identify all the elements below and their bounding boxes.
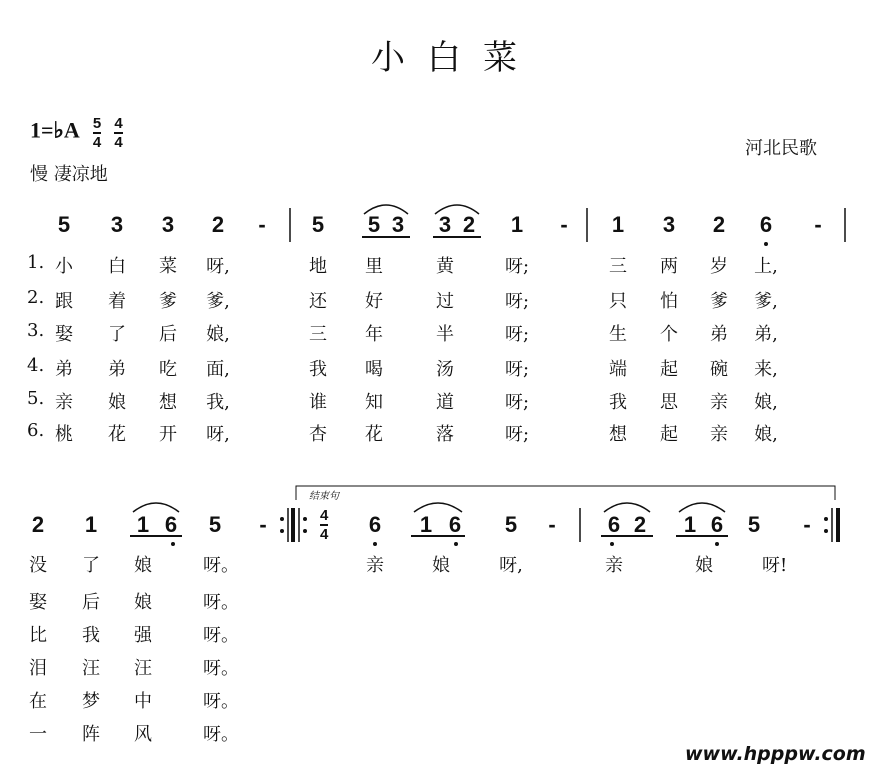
note: 5 <box>747 512 761 537</box>
lyric-syllable: 谁 <box>309 392 327 413</box>
note: 1 <box>510 212 524 237</box>
note: 6 <box>368 512 382 537</box>
note: 2 <box>31 512 45 537</box>
time-signature-5-4: $\frac{5}{4}$ <box>92 115 102 151</box>
note: 1 <box>136 512 150 537</box>
lyric-syllable: 后 <box>82 592 100 613</box>
lyric-syllable: 弟 <box>108 359 126 380</box>
lyric-syllable: 娘, <box>754 424 778 445</box>
lyric-syllable: 风 <box>134 724 152 745</box>
note: 6 <box>448 512 462 537</box>
song-title: 小白菜 <box>371 38 539 78</box>
lyric-syllable: 娘, <box>754 392 778 413</box>
lyric-syllable: 亲 <box>710 424 728 445</box>
lyric-syllable: 个 <box>660 324 678 345</box>
lyric-syllable: 呀。 <box>203 592 239 613</box>
lyric-syllable: 呀, <box>206 256 230 277</box>
lyric-syllable: 比 <box>29 625 47 646</box>
lyric-syllable: 落 <box>436 424 454 445</box>
note: 6 <box>710 512 724 537</box>
note: 1 <box>419 512 433 537</box>
note: - <box>548 512 556 537</box>
lyric-syllable: 娘 <box>134 592 152 613</box>
lyric-syllable: 娘 <box>432 555 450 576</box>
lyric-syllable: 呀。 <box>203 658 239 679</box>
lyric-syllable: 梦 <box>82 691 100 712</box>
lyric-syllable: 呀; <box>505 291 530 312</box>
note: 2 <box>712 212 726 237</box>
note: 2 <box>211 212 225 237</box>
lyric-syllable: 汪 <box>82 658 100 679</box>
lyric-syllable: 我 <box>309 359 327 380</box>
lyric-syllable: 黄 <box>436 256 454 277</box>
mid-time-signature: 4 4 <box>320 507 329 543</box>
note: - <box>803 512 811 537</box>
note: 3 <box>438 212 452 237</box>
watermark: www.hpppw.com <box>685 743 866 765</box>
note: 6 <box>607 512 621 537</box>
lyric-syllable: 思 <box>660 392 678 413</box>
lyric-syllable: 亲 <box>55 392 73 413</box>
lyric-syllable: 道 <box>436 392 454 413</box>
lyric-syllable: 跟 <box>55 291 73 312</box>
lyric-syllable: 呀; <box>505 256 530 277</box>
note: 3 <box>110 212 124 237</box>
lyric-syllable: 来, <box>754 359 778 380</box>
note: - <box>258 212 266 237</box>
lyric-syllable: 喝 <box>365 359 383 380</box>
lyric-syllable: 我 <box>82 625 100 646</box>
note: 1 <box>611 212 625 237</box>
note: 1 <box>683 512 697 537</box>
note: 5 <box>504 512 518 537</box>
lyric-syllable: 亲 <box>366 555 384 576</box>
lyric-syllable: 爹 <box>159 291 177 312</box>
note: 5 <box>208 512 222 537</box>
lyric-syllable: 阵 <box>82 724 100 745</box>
verse-number: 2. <box>27 287 45 308</box>
lyric-syllable: 弟 <box>710 324 728 345</box>
lyric-syllable: 只 <box>609 291 627 312</box>
lyric-syllable: 汤 <box>436 359 454 380</box>
lyric-syllable: 花 <box>365 424 383 445</box>
lyric-syllable: 爹 <box>710 291 728 312</box>
verse-number: 3. <box>27 320 45 341</box>
section-label: 结束句 <box>309 491 339 502</box>
lyric-syllable: 呀, <box>499 555 523 576</box>
lyric-syllable: 开 <box>159 424 177 445</box>
lyric-syllable: 我 <box>609 392 627 413</box>
note: - <box>259 512 267 537</box>
lyric-syllable: 小 <box>55 256 73 277</box>
lyric-syllable: 弟 <box>55 359 73 380</box>
lyric-syllable: 想 <box>159 392 177 413</box>
lyric-syllable: 岁 <box>710 256 728 277</box>
tempo-marking: 慢 凄凉地 <box>30 164 108 185</box>
lyric-syllable: 了 <box>82 555 100 576</box>
time-signature-4-4: $\frac{4}{4}$ <box>114 115 123 151</box>
lyric-syllable: 娘 <box>695 555 713 576</box>
lyric-syllable: 年 <box>365 324 383 345</box>
lyric-syllable: 好 <box>365 291 383 312</box>
lyric-syllable: 爹, <box>206 291 230 312</box>
lyric-syllable: 还 <box>309 291 327 312</box>
verse-number: 5. <box>27 388 45 409</box>
lyric-syllable: 半 <box>436 324 454 345</box>
lyric-syllable: 起 <box>660 424 678 445</box>
note: 3 <box>391 212 405 237</box>
lyric-syllable: 中 <box>134 691 152 712</box>
lyric-syllable: 怕 <box>660 291 678 312</box>
lyric-syllable: 碗 <box>710 359 728 380</box>
lyric-syllable: 我, <box>206 392 230 413</box>
note: - <box>814 212 822 237</box>
lyric-syllable: 娘, <box>206 324 230 345</box>
lyric-syllable: 三 <box>609 256 627 277</box>
lyric-syllable: 三 <box>309 324 327 345</box>
lyric-syllable: 娘 <box>134 555 152 576</box>
lyric-syllable: 呀! <box>762 555 788 576</box>
lyric-syllable: 起 <box>660 359 678 380</box>
note: - <box>560 212 568 237</box>
lyric-syllable: 呀。 <box>203 625 239 646</box>
lyric-syllable: 呀。 <box>203 724 239 745</box>
lyric-syllable: 杏 <box>309 424 327 445</box>
lyric-syllable: 桃 <box>55 424 73 445</box>
lyric-syllable: 呀。 <box>203 555 239 576</box>
lyric-syllable: 呀; <box>505 424 530 445</box>
lyric-syllable: 娶 <box>29 592 47 613</box>
lyric-syllable: 呀; <box>505 359 530 380</box>
lyric-syllable: 吃 <box>159 359 177 380</box>
verse-number: 6. <box>27 420 45 441</box>
verse-number: 1. <box>27 252 45 273</box>
lyric-syllable: 着 <box>108 291 126 312</box>
lyric-syllable: 后 <box>159 324 177 345</box>
lyric-syllable: 过 <box>436 291 454 312</box>
note: 3 <box>161 212 175 237</box>
note: 5 <box>367 212 381 237</box>
verse-number: 4. <box>27 355 45 376</box>
note: 5 <box>311 212 325 237</box>
lyric-syllable: 亲 <box>710 392 728 413</box>
note: 6 <box>164 512 178 537</box>
lyric-syllable: 里 <box>365 256 383 277</box>
lyric-syllable: 娘 <box>108 392 126 413</box>
lyric-syllable: 强 <box>134 625 152 646</box>
lyric-syllable: 端 <box>609 359 627 380</box>
lyric-syllable: 娶 <box>55 324 73 345</box>
lyric-syllable: 面, <box>206 359 230 380</box>
note: 5 <box>57 212 71 237</box>
lyric-syllable: 花 <box>108 424 126 445</box>
lyric-syllable: 想 <box>609 424 627 445</box>
lyric-syllable: 两 <box>660 256 678 277</box>
lyric-syllable: 地 <box>309 256 327 277</box>
lyric-syllable: 生 <box>609 324 627 345</box>
lyric-syllable: 呀; <box>505 392 530 413</box>
lyric-syllable: 菜 <box>159 256 177 277</box>
lyric-syllable: 泪 <box>29 658 47 679</box>
lyric-syllable: 弟, <box>754 324 778 345</box>
lyric-syllable: 呀, <box>206 424 230 445</box>
lyric-syllable: 白 <box>108 256 126 277</box>
lyric-syllable: 呀; <box>505 324 530 345</box>
note: 1 <box>84 512 98 537</box>
lyric-syllable: 亲 <box>605 555 623 576</box>
lyric-syllable: 在 <box>29 691 47 712</box>
lyric-syllable: 没 <box>29 555 47 576</box>
lyric-syllable: 上, <box>754 256 778 277</box>
note: 6 <box>759 212 773 237</box>
note: 2 <box>633 512 647 537</box>
composer-credit: 河北民歌 <box>745 138 817 159</box>
lyric-syllable: 呀。 <box>203 691 239 712</box>
lyric-syllable: 了 <box>108 324 126 345</box>
lyric-syllable: 一 <box>29 724 47 745</box>
lyric-syllable: 知 <box>365 392 383 413</box>
note: 3 <box>662 212 676 237</box>
key-signature: 1=♭A <box>30 117 80 143</box>
lyric-syllable: 爹, <box>754 291 778 312</box>
note: 2 <box>462 212 476 237</box>
lyric-syllable: 汪 <box>134 658 152 679</box>
